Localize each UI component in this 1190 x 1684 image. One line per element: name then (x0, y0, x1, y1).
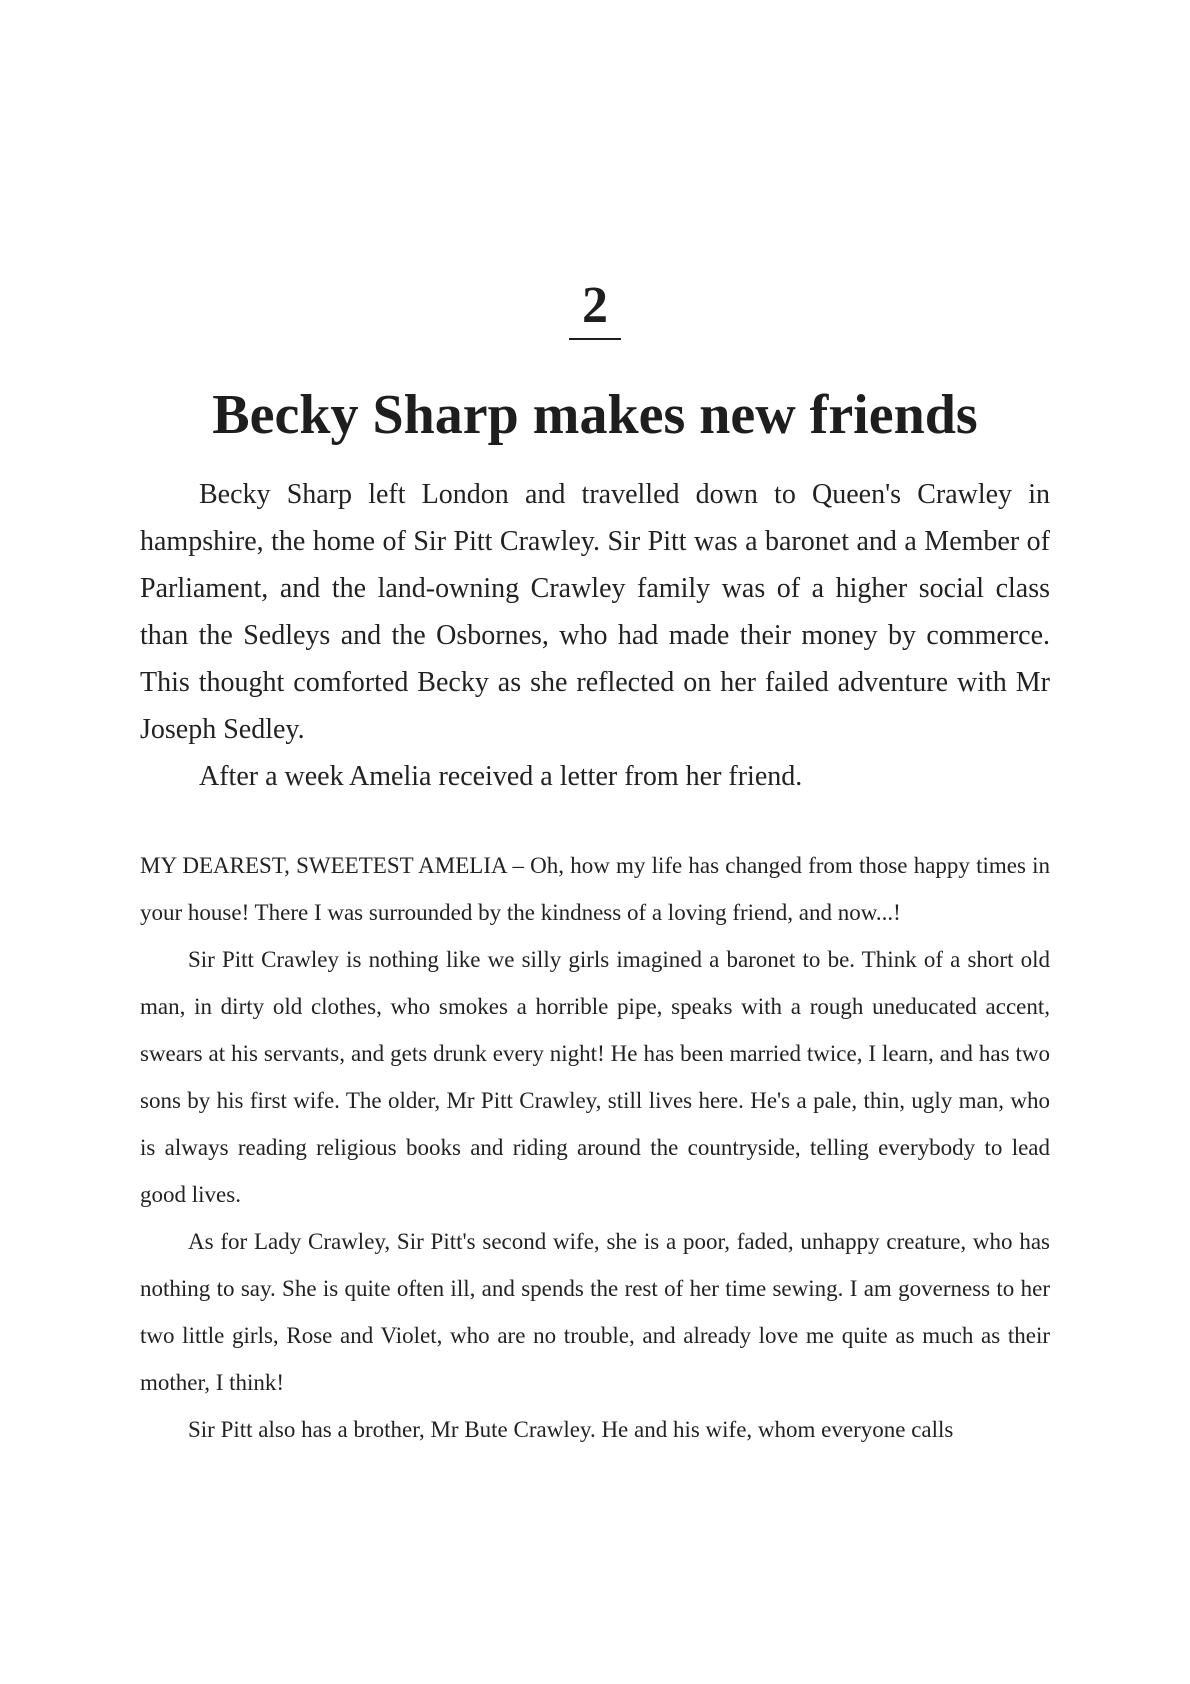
letter-text (140, 842, 1050, 1453)
letter-paragraph: Sir Pitt also has a brother, Mr Bute Crawley. He and his wife, whom everyone calls (188, 1417, 954, 1442)
letter-paragraph: Sir Pitt Crawley is nothing like we silly girls imagined a baronet to be. Think of a short old man, in dirty old clothes, who smokes a horrible pipe, speaks with a rough uneducated accent, swears at his servants, and gets drunk every night! He has been married twice, I learn, and has two sons by his first wife. The older, Mr Pitt Crawley, still lives here. He's a pale, thin, ugly man, who is always reading religious books and riding around the countryside, telling everybody to lead good lives. (140, 947, 1050, 1207)
chapter-number: 2 (582, 277, 608, 334)
chapter-number-underline (569, 338, 621, 340)
letter-opening-paragraph: MY DEAREST, SWEETEST AMELIA – Oh, how my life has changed from those happy times in your house! There I was surrounded by the kindness of a loving friend, and now...! (140, 853, 1050, 925)
narrative-text (140, 471, 1050, 800)
narrative-paragraph: After a week Amelia received a letter from her friend. (199, 761, 803, 792)
book-page (140, 0, 1050, 1684)
chapter-title: Becky Sharp makes new friends (212, 383, 978, 446)
narrative-paragraph: Becky Sharp left London and travelled down to Queen's Crawley in hampshire, the home of Sir Pitt Crawley. Sir Pitt was a baronet and a Member of Parliament, and the land-owning Crawley family was of a higher social class than the Sedleys and the Osbornes, who had made their money by commerce. This thought comforted Becky as she reflected on her failed adventure with Mr Joseph Sedley. (140, 479, 1050, 745)
letter-paragraph: As for Lady Crawley, Sir Pitt's second wife, she is a poor, faded, unhappy creature, who has nothing to say. She is quite often ill, and spends the rest of her time sewing. I am governess to her two little girls, Rose and Violet, who are no trouble, and already love me quite as much as their mother, I think! (140, 1229, 1050, 1395)
